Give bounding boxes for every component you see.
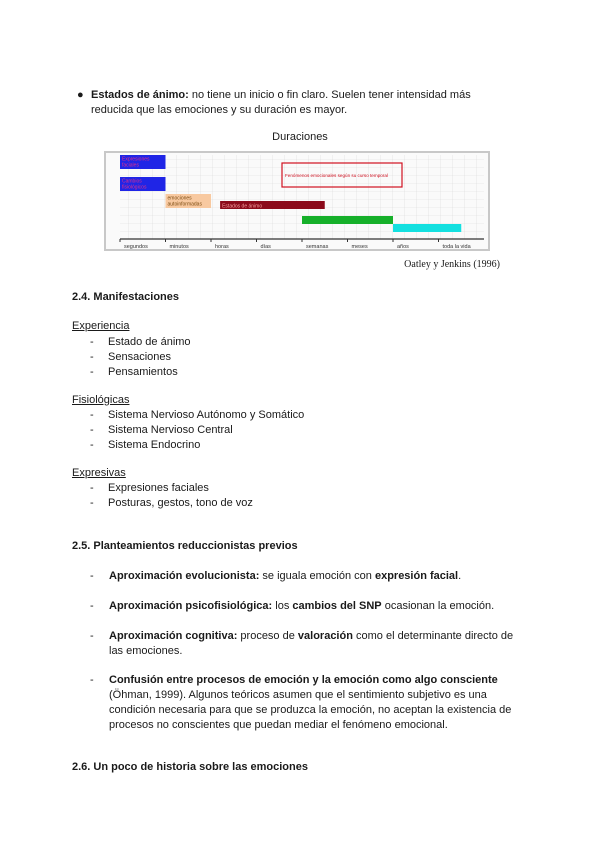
x-tick-label: toda la vida (442, 244, 471, 250)
approach-evolutionist: - Aproximación evolucionista: se iguala emoción con expresión facial. (90, 570, 462, 582)
x-tick-label: meses (351, 244, 368, 250)
approach-cognitive: - Aproximación cognitiva: proceso de valoración como el determinante directo de las emociones. (90, 630, 514, 657)
list-item: - Sistema Nervioso Central (90, 424, 233, 436)
list-item: - Sensaciones (90, 351, 171, 363)
x-tick-label: días (260, 244, 271, 250)
chart-credit: Oatley y Jenkins (1996) (404, 259, 500, 270)
intro-term: Estados de ánimo: (91, 89, 189, 101)
duration-bar-label: Estados de ánimo (222, 203, 263, 210)
duration-bar-label: faciales (122, 162, 139, 169)
list-item: - Sistema Endocrino (90, 439, 201, 451)
duration-chart (104, 151, 490, 251)
x-tick-label: semanas (306, 244, 329, 250)
duration-bar (393, 224, 461, 232)
duration-bar-label: fisiológicos (122, 184, 147, 191)
section-2-4-title: 2.4. Manifestaciones (72, 291, 179, 303)
approach-confusion: - Confusión entre procesos de emoción y la emoción como algo consciente (Öhman, 1999). Algunos teóricos asumen que el sentimiento subjetivo es una condición necesaria para que se produzca la emoción, no aceptan la existencia de procesos no conscientes que puedan mediar el fenómeno emocional. (90, 674, 512, 731)
approach-psychophysiological: - Aproximación psicofisiológica: los cambios del SNP ocasionan la emoción. (90, 600, 495, 612)
chart-title: Duraciones (272, 131, 328, 143)
list-item: - Expresiones faciales (90, 482, 209, 494)
group-heading-experiencia: Experiencia (72, 320, 130, 332)
x-tick-label: segundos (124, 244, 148, 250)
list-item: - Pensamientos (90, 366, 178, 378)
x-tick-label: años (397, 244, 409, 250)
duration-bar-label: emociones (167, 195, 192, 202)
list-item: - Sistema Nervioso Autónomo y Somático (90, 409, 305, 421)
duration-bar-label: Expresiones (122, 156, 150, 163)
x-tick-label: horas (215, 244, 229, 250)
annotation-text: Fenómenos emocionales según su curso temporal (285, 173, 388, 178)
x-tick-label: minutos (169, 244, 189, 250)
section-2-6-title: 2.6. Un poco de historia sobre las emociones (72, 761, 308, 773)
bullet-dot: ● (77, 89, 84, 101)
duration-bar-label: autoinformadas (167, 201, 202, 208)
list-item: - Estado de ánimo (90, 336, 191, 348)
duration-bar-label: Cambios (122, 178, 142, 185)
list-item: - Posturas, gestos, tono de voz (90, 497, 253, 509)
group-heading-expresivas: Expresivas (72, 467, 126, 479)
intro-text: no tiene un inicio o fin claro. Suelen tener intensidad más reducida que las emociones y su duración es mayor. (91, 89, 471, 116)
section-2-5-title: 2.5. Planteamientos reduccionistas previos (72, 540, 298, 552)
group-heading-fisiologicas: Fisiológicas (72, 394, 130, 406)
intro-bullet (77, 88, 511, 118)
duration-bar (302, 216, 393, 224)
